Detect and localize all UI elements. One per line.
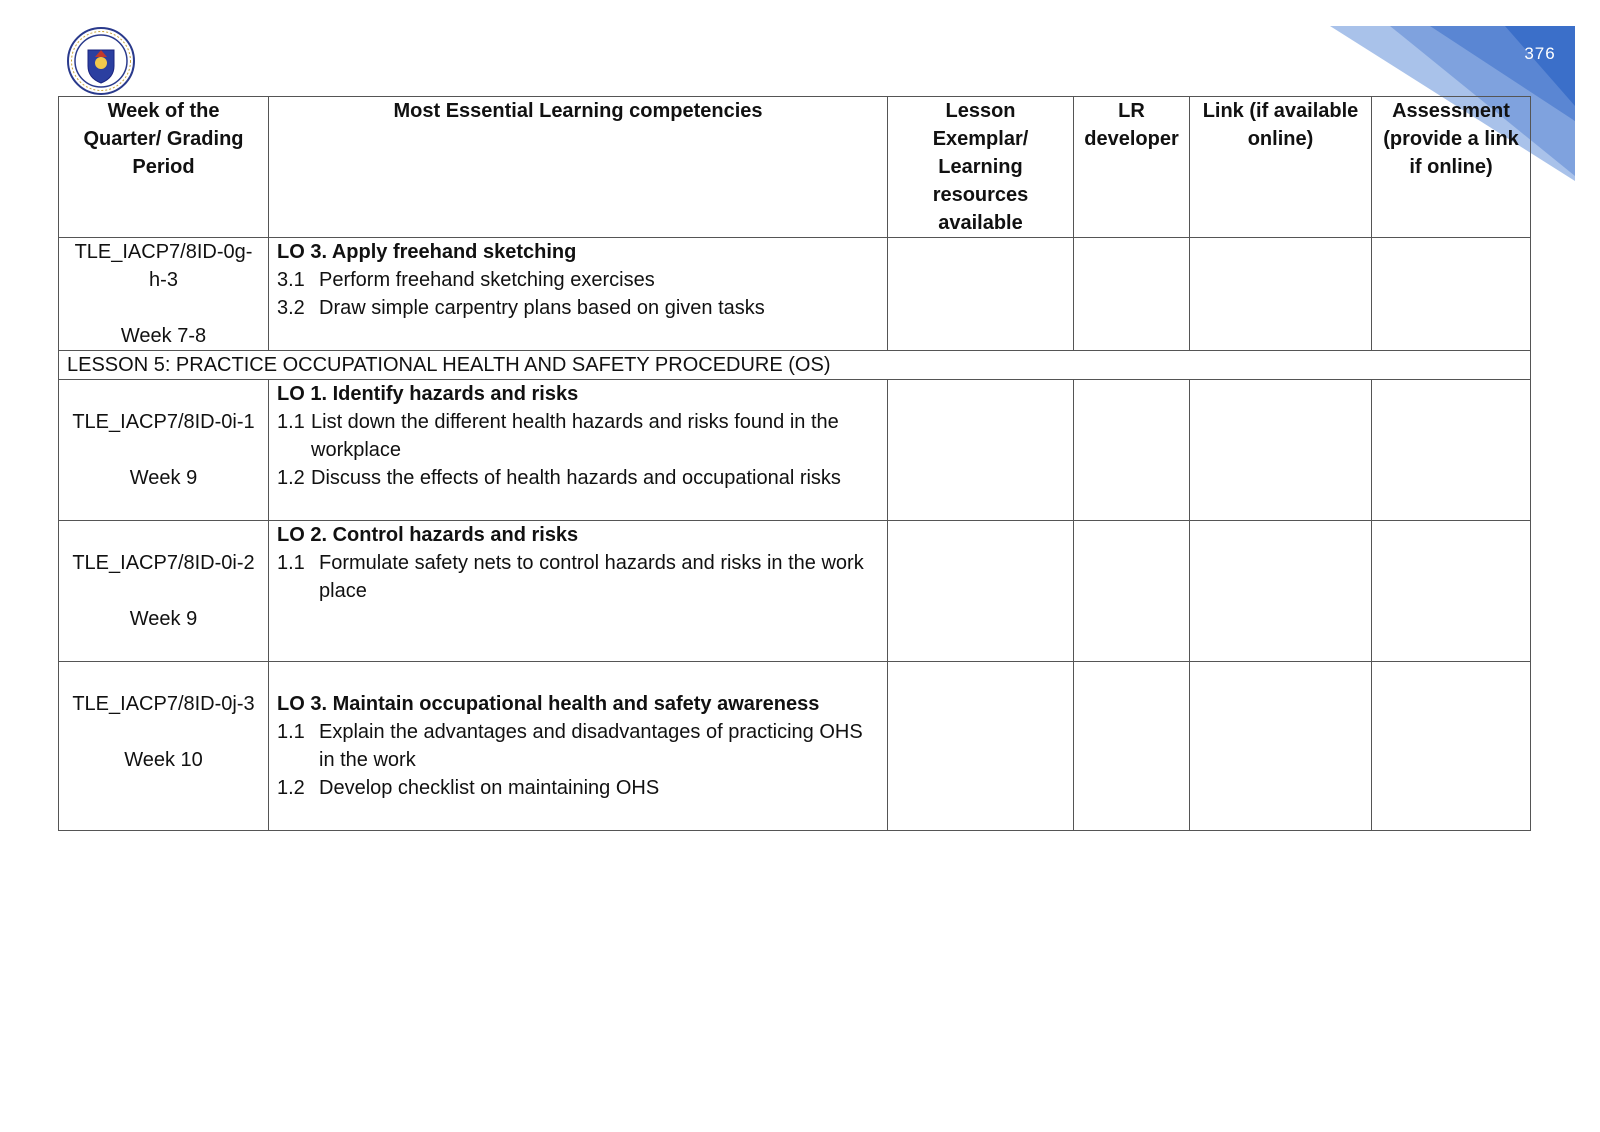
list-item [277,408,879,464]
competency-cell [269,662,888,831]
learning-outcome-title: LO 3. Maintain occupational health and safety awareness [277,693,820,715]
page-number: 376 [1524,44,1556,63]
exemplar-cell [888,521,1074,662]
list-item [277,294,879,322]
header-week: Week of the Quarter/ Grading Period [59,97,269,238]
link-cell [1190,662,1372,831]
lesson-heading-row [59,351,1531,380]
assessment-cell [1372,521,1531,662]
item-number: 3.2 [277,297,305,319]
competency-code: TLE_IACP7/8ID-0i-2 [72,552,255,574]
competency-table [58,96,1531,831]
header-lr-developer: LR developer [1074,97,1190,238]
assessment-cell [1372,380,1531,521]
item-number: 1.2 [277,777,305,799]
item-number: 1.2 [277,467,305,489]
lr-developer-cell [1074,662,1190,831]
link-cell [1190,521,1372,662]
table-row [59,380,1531,521]
item-number: 1.1 [277,552,305,574]
competency-cell [269,238,888,351]
exemplar-cell [888,380,1074,521]
week-label: Week 9 [129,608,198,630]
table-header-row [59,97,1531,238]
week-label: Week 7-8 [120,325,207,347]
header-competencies: Most Essential Learning competencies [269,97,888,238]
table-row [59,521,1531,662]
lesson-heading: LESSON 5: PRACTICE OCCUPATIONAL HEALTH AND SAFETY PROCEDURE (OS) [59,351,1531,380]
item-number: 1.1 [277,721,305,743]
lr-developer-cell [1074,521,1190,662]
competency-code: TLE_IACP7/8ID-0j-3 [72,693,255,715]
learning-outcome-title: LO 2. Control hazards and risks [277,524,579,546]
item-text: Explain the advantages and disadvantages of practicing OHS in the work [319,721,863,771]
list-item [277,266,879,294]
competency-code: TLE_IACP7/8ID-0i-1 [72,411,255,433]
learning-outcome-title: LO 1. Identify hazards and risks [277,383,579,405]
assessment-cell [1372,662,1531,831]
week-cell [59,380,269,521]
header-link: Link (if available online) [1190,97,1372,238]
list-item [277,774,879,802]
competency-cell [269,521,888,662]
assessment-cell [1372,238,1531,351]
week-label: Week 9 [129,467,198,489]
header-exemplar: Lesson Exemplar/ Learning resources available [888,97,1074,238]
week-label: Week 10 [124,749,203,771]
item-text: Develop checklist on maintaining OHS [319,777,660,799]
table-row [59,238,1531,351]
week-cell [59,238,269,351]
competency-code: TLE_IACP7/8ID-0g-h-3 [74,241,253,291]
link-cell [1190,380,1372,521]
competency-cell [269,380,888,521]
lr-developer-cell [1074,238,1190,351]
item-text: Formulate safety nets to control hazards and risks in the work place [319,552,864,602]
list-item [277,718,879,774]
exemplar-cell [888,662,1074,831]
learning-outcome-title: LO 3. Apply freehand sketching [277,241,577,263]
week-cell [59,662,269,831]
link-cell [1190,238,1372,351]
item-number: 1.1 [277,411,305,433]
week-cell [59,521,269,662]
item-text: Perform freehand sketching exercises [319,269,655,291]
item-text: List down the different health hazards and risks found in the workplace [311,411,839,461]
lr-developer-cell [1074,380,1190,521]
item-text: Discuss the effects of health hazards and occupational risks [311,467,841,489]
table-row [59,662,1531,831]
item-text: Draw simple carpentry plans based on given tasks [319,297,765,319]
list-item [277,549,879,605]
list-item [277,464,879,492]
deped-seal-logo [66,26,136,96]
header-assessment: Assessment (provide a link if online) [1372,97,1531,238]
item-number: 3.1 [277,269,305,291]
exemplar-cell [888,238,1074,351]
